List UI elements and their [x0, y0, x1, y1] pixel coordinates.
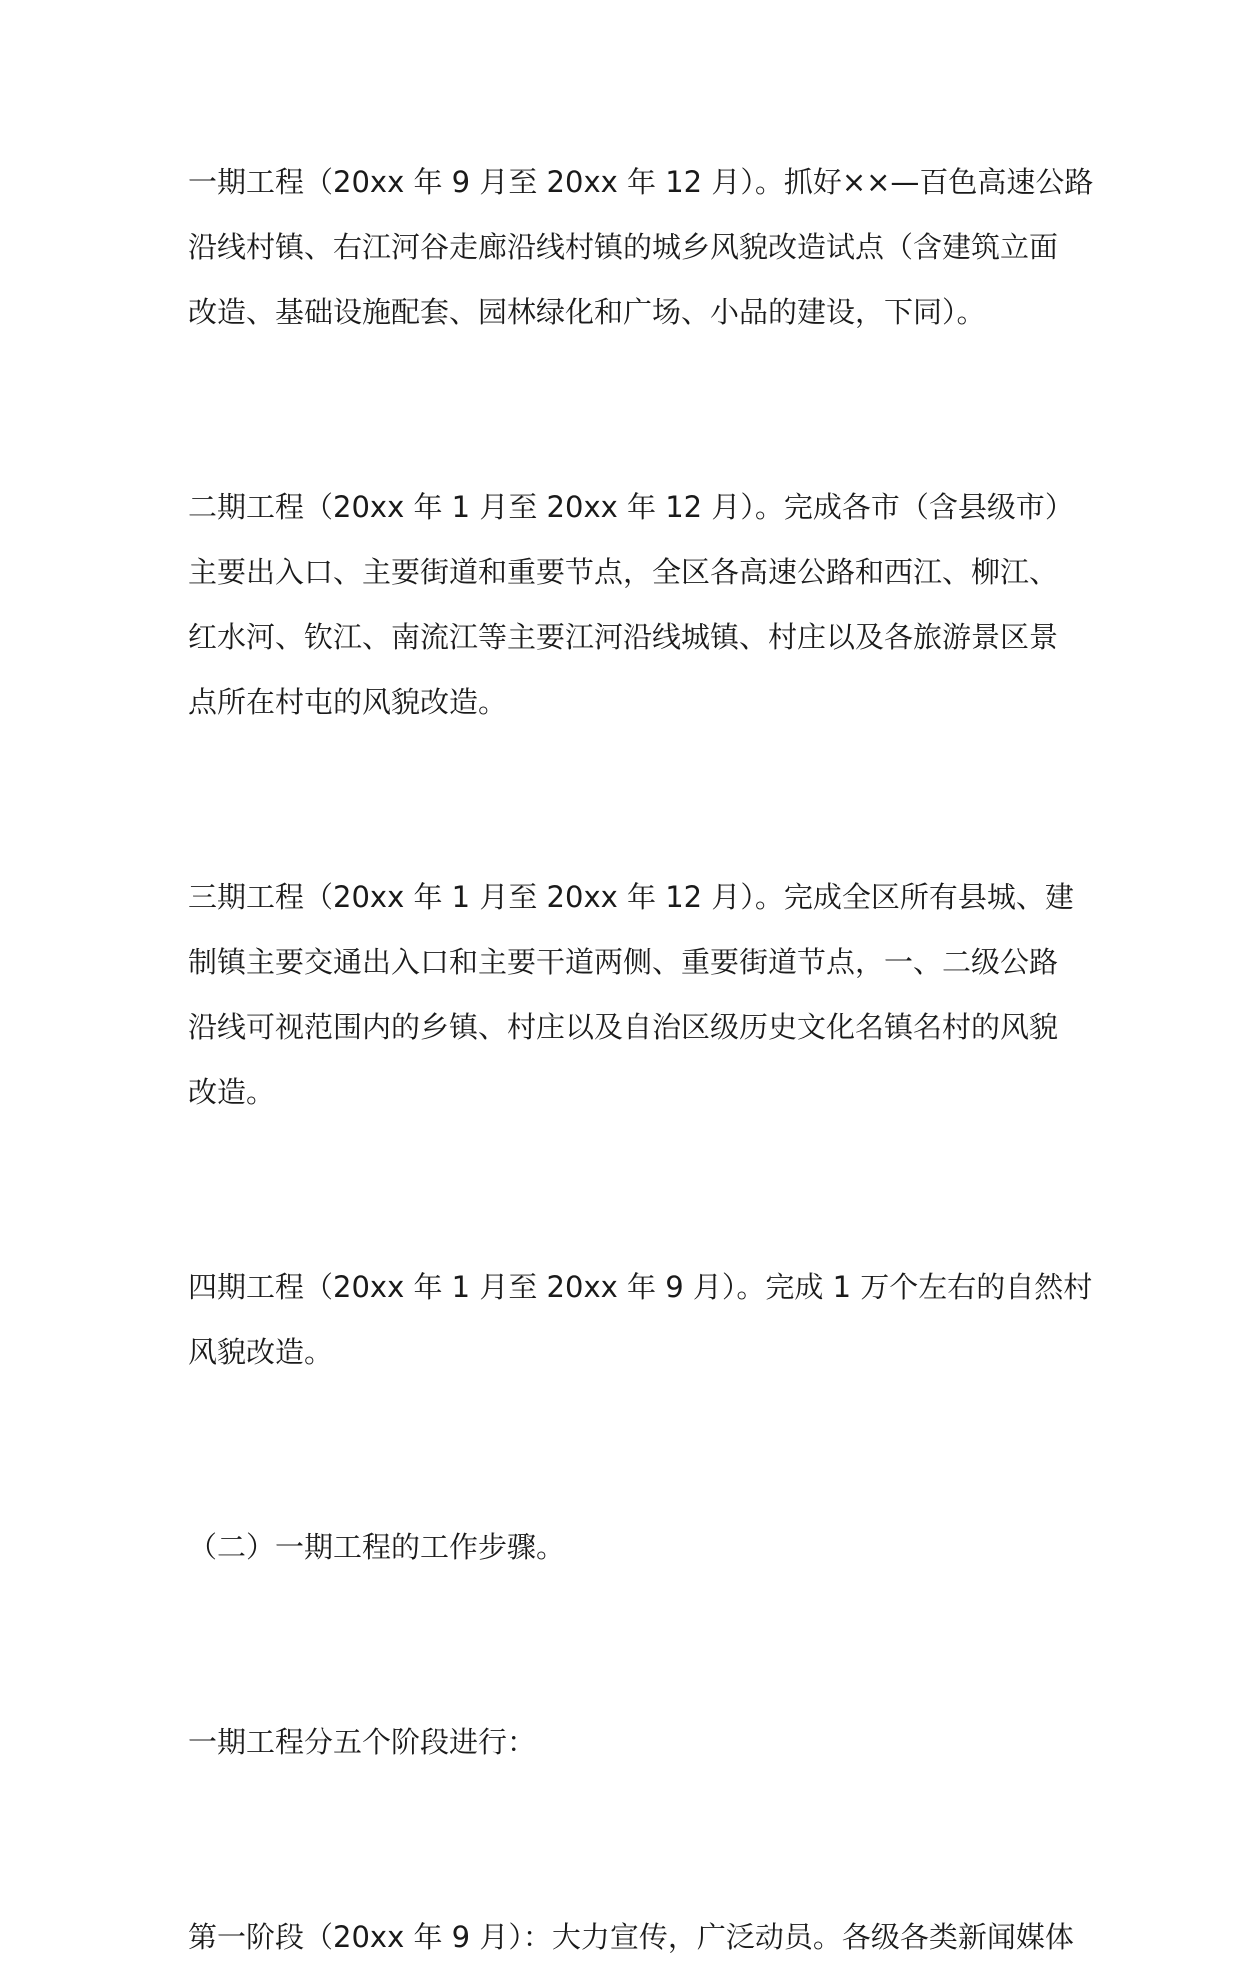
paragraph-spacer [188, 1775, 1068, 1905]
paragraph-spacer [188, 1580, 1068, 1710]
text-line: 二期工程（20xx 年 1 月至 20xx 年 12 月）。完成各市（含县级市） [188, 490, 1074, 524]
heading-line: （二）一期工程的工作步骤。 [188, 1530, 566, 1564]
text-line: 制镇主要交通出入口和主要干道两侧、重要街道节点，一、二级公路 [188, 945, 1059, 979]
paragraph-spacer [188, 1125, 1068, 1255]
text-line: 一期工程（20xx 年 9 月至 20xx 年 12 月）。抓好××—百色高速公路 [188, 165, 1094, 199]
text-line: 第一阶段（20xx 年 9 月）：大力宣传，广泛动员。各级各类新闻媒体 [188, 1920, 1074, 1954]
text-line: 改造。 [188, 1075, 276, 1109]
paragraph-spacer [188, 1385, 1068, 1515]
paragraph-phase-two [188, 475, 1074, 735]
text-line: 三期工程（20xx 年 1 月至 20xx 年 12 月）。完成全区所有县城、建 [188, 880, 1074, 914]
paragraph-spacer [188, 735, 1068, 865]
text-line: 红水河、钦江、南流江等主要江河沿线城镇、村庄以及各旅游景区景 [188, 620, 1059, 654]
paragraph-spacer [188, 345, 1068, 475]
text-line: 改造、基础设施配套、园林绿化和广场、小品的建设，下同）。 [188, 295, 986, 329]
text-line: 点所在村屯的风貌改造。 [188, 685, 508, 719]
text-line: 主要出入口、主要街道和重要节点，全区各高速公路和西江、柳江、 [188, 555, 1059, 589]
paragraph-stages-intro [188, 1710, 1068, 1775]
text-line: 沿线村镇、右江河谷走廊沿线村镇的城乡风貌改造试点（含建筑立面 [188, 230, 1059, 264]
paragraph-phase-four [188, 1255, 1093, 1385]
section-heading [188, 1515, 1068, 1580]
text-line: 风貌改造。 [188, 1335, 334, 1369]
paragraph-phase-one [188, 150, 1094, 345]
paragraph-stage-one [188, 1905, 1074, 1970]
paragraph-phase-three [188, 865, 1074, 1125]
text-line: 四期工程（20xx 年 1 月至 20xx 年 9 月）。完成 1 万个左右的自然村 [188, 1270, 1093, 1304]
document-page [188, 150, 1094, 1970]
text-line: 沿线可视范围内的乡镇、村庄以及自治区级历史文化名镇名村的风貌 [188, 1010, 1059, 1044]
text-line: 一期工程分五个阶段进行： [188, 1725, 537, 1759]
